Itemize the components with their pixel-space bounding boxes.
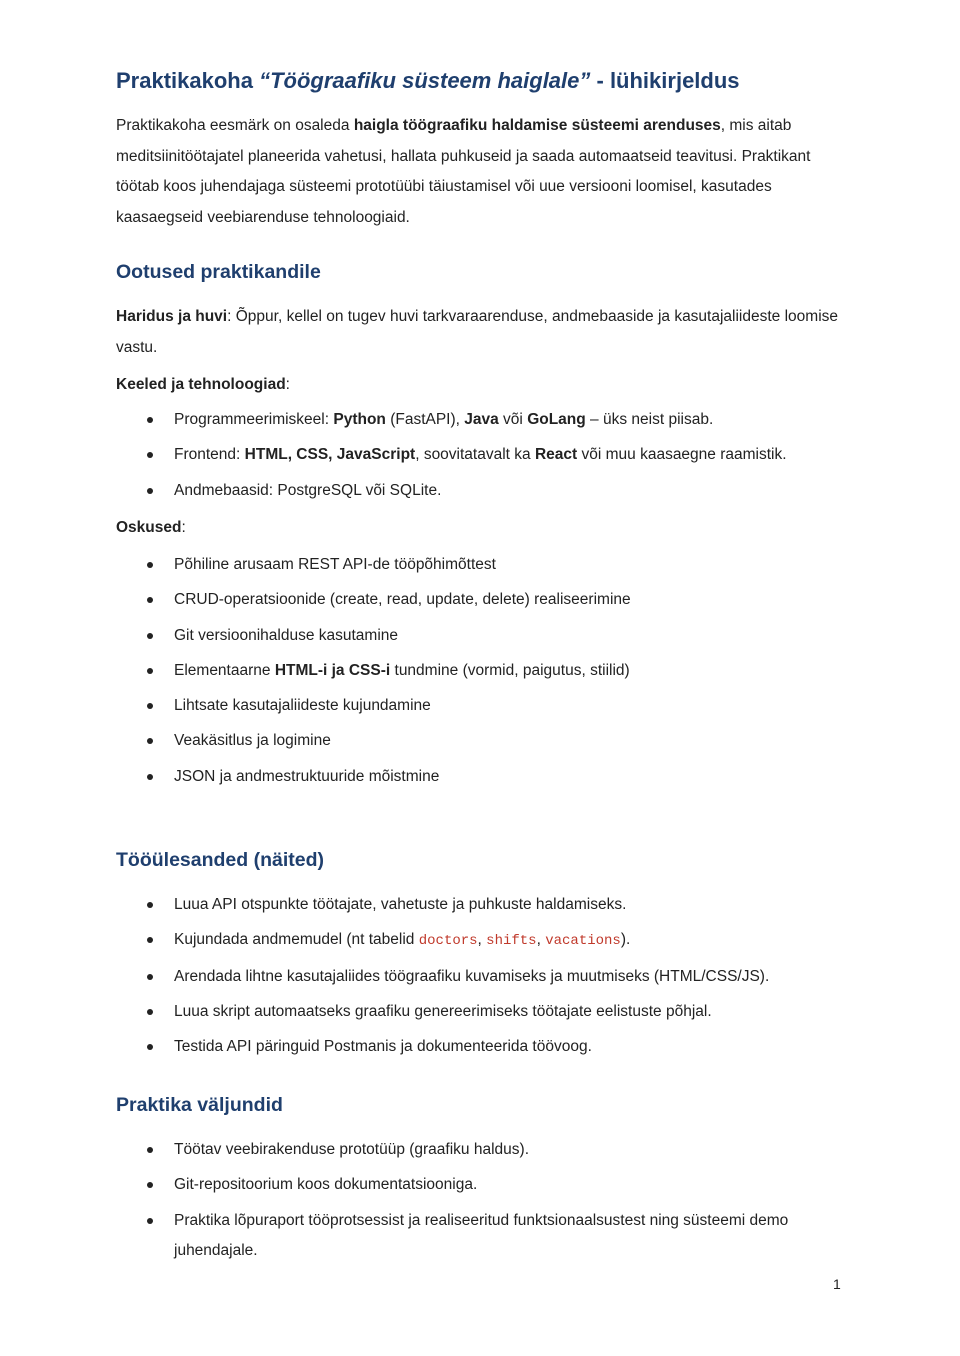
list-item: Praktika lõpuraport tööprotsessist ja realiseeritud funktsionaalsustest ning süsteemi demo juhendajale. <box>116 1206 816 1267</box>
list-item: JSON ja andmestruktuuride mõistmine <box>116 762 816 793</box>
bullet-icon <box>147 774 153 780</box>
bullet-icon <box>147 1044 153 1050</box>
bullet-icon <box>147 452 153 458</box>
code-doctors: doctors <box>418 933 478 950</box>
bullet-icon <box>147 974 153 980</box>
bullet-icon <box>147 597 153 603</box>
education-paragraph: Haridus ja huvi: Õppur, kellel on tugev huvi tarkvaraarenduse, andmebaaside ja kasutajaliideste loomise vastu. <box>116 308 839 356</box>
skills-label: Oskused: <box>116 519 186 536</box>
bullet-icon <box>147 562 153 568</box>
list-item: Põhiline arusaam REST API-de tööpõhimõttest <box>116 550 816 581</box>
skills-list <box>116 550 816 797</box>
bullet-icon <box>147 1182 153 1188</box>
bullet-icon <box>147 1009 153 1015</box>
list-item: Git versioonihalduse kasutamine <box>116 621 816 652</box>
list-item: Elementaarne HTML-i ja CSS-i tundmine (vormid, paigutus, stiilid) <box>116 656 816 687</box>
list-item: Programmeerimiskeel: Python (FastAPI), Java või GoLang – üks neist piisab. <box>116 405 816 436</box>
code-vacations: vacations <box>545 933 621 950</box>
bullet-icon <box>147 1218 153 1224</box>
list-item: Git-repositoorium koos dokumentatsiooniga. <box>116 1170 816 1201</box>
outcomes-list <box>116 1135 816 1271</box>
bullet-icon <box>147 1147 153 1153</box>
section-heading-tasks: Tööülesanded (näited) <box>116 849 325 871</box>
bullet-icon <box>147 937 153 943</box>
list-item: Andmebaasid: PostgreSQL või SQLite. <box>116 476 816 507</box>
bullet-icon <box>147 417 153 423</box>
list-item: Testida API päringuid Postmanis ja dokumenteerida töövoog. <box>116 1032 816 1063</box>
list-item: Luua API otspunkte töötajate, vahetuste ja puhkuste haldamiseks. <box>116 890 816 921</box>
section-heading-outcomes: Praktika väljundid <box>116 1094 283 1116</box>
list-item: Töötav veebirakenduse prototüüp (graafiku haldus). <box>116 1135 816 1166</box>
page-number: 1 <box>833 1276 841 1292</box>
section-heading-expectations: Ootused praktikandile <box>116 261 321 283</box>
languages-label: Keeled ja tehnoloogiad: <box>116 376 290 393</box>
page-title: Praktikakoha “Töögraafiku süsteem haiglale” - lühikirjeldus <box>116 68 740 93</box>
tasks-list <box>116 890 816 1067</box>
bullet-icon <box>147 902 153 908</box>
bullet-icon <box>147 633 153 639</box>
list-item: Luua skript automaatseks graafiku genereerimiseks töötajate eelistuste põhjal. <box>116 997 816 1028</box>
title-italic: “Töögraafiku süsteem haiglale” <box>259 68 591 93</box>
list-item: Lihtsate kasutajaliideste kujundamine <box>116 691 816 722</box>
bullet-icon <box>147 738 153 744</box>
list-item: Frontend: HTML, CSS, JavaScript, soovitatavalt ka React või muu kaasaegne raamistik. <box>116 440 816 471</box>
bullet-icon <box>147 668 153 674</box>
bullet-icon <box>147 703 153 709</box>
list-item: Arendada lihtne kasutajaliides töögraafiku kuvamiseks ja muutmiseks (HTML/CSS/JS). <box>116 962 816 993</box>
list-item: Veakäsitlus ja logimine <box>116 726 816 757</box>
list-item: Kujundada andmemudel (nt tabelid doctors, shifts, vacations). <box>116 925 816 957</box>
code-shifts: shifts <box>486 933 537 950</box>
languages-list <box>116 405 816 511</box>
bullet-icon <box>147 488 153 494</box>
list-item: CRUD-operatsioonide (create, read, update, delete) realiseerimine <box>116 585 816 616</box>
intro-paragraph: Praktikakoha eesmärk on osaleda haigla töögraafiku haldamise süsteemi arenduses, mis aitab meditsiinitöötajatel planeerida vahetusi, hallata puhkuseid ja saada automaatseid teavitusi. Praktikant töötab koos juhendajaga süsteemi prototüübi täiustamisel või uue versiooni loomisel, kasutades kaasaegseid veebiarenduse tehnoloogiaid. <box>116 117 811 226</box>
